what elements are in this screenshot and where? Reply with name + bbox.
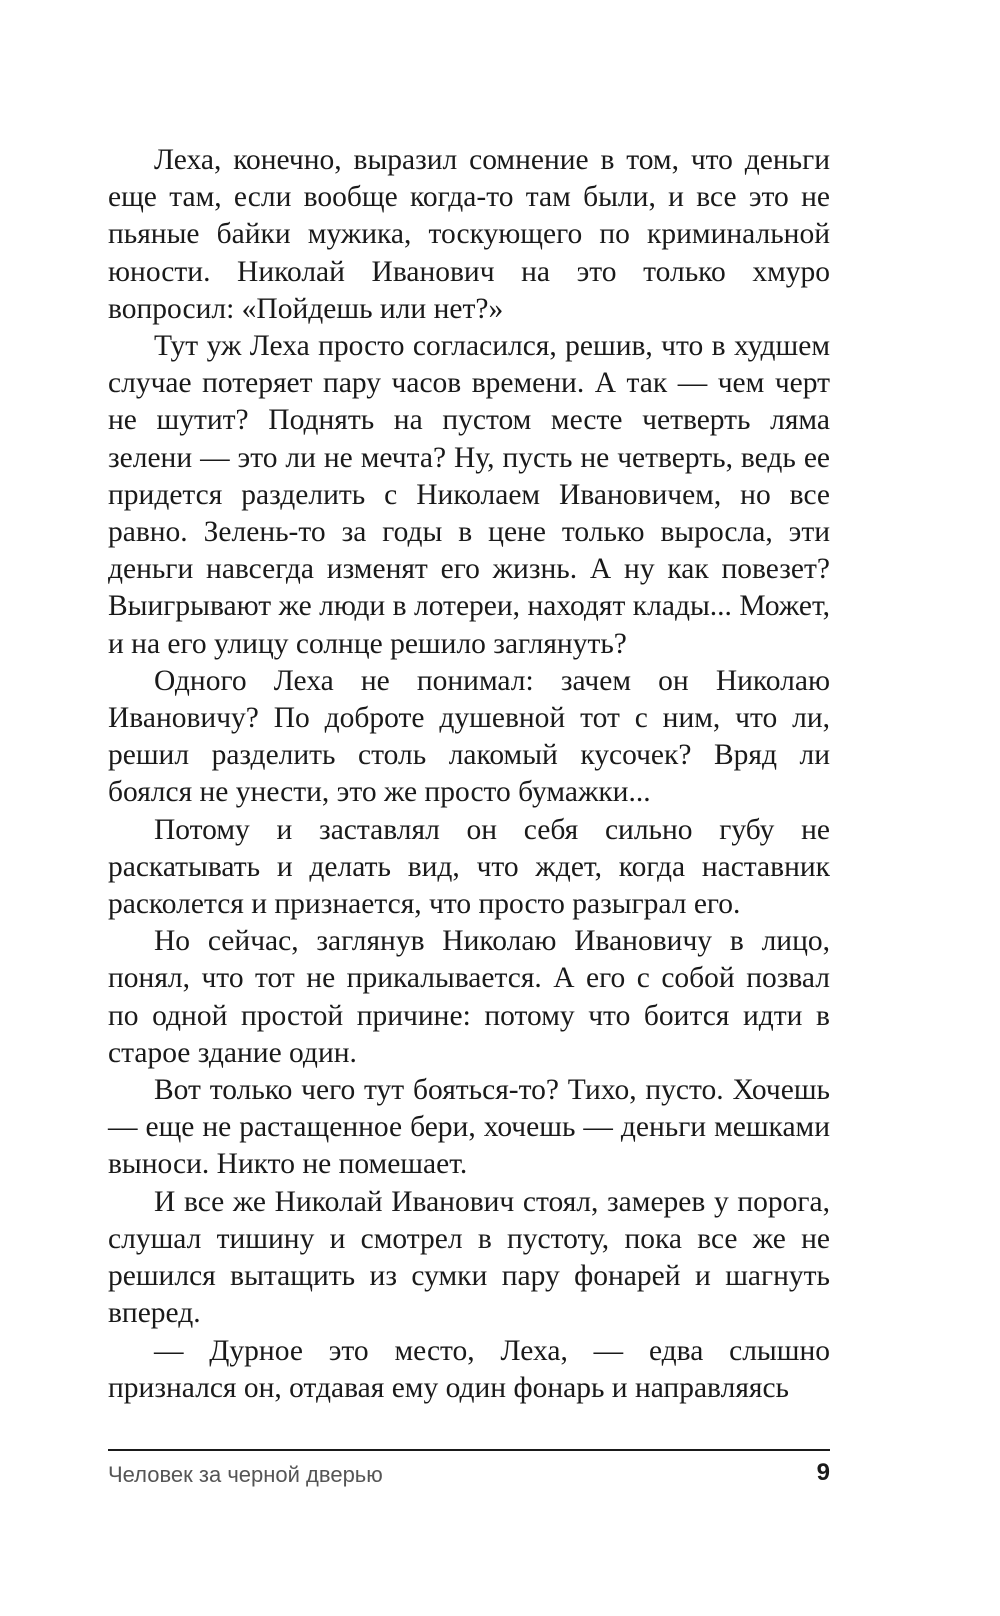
body-text: [108, 142, 830, 1407]
paragraph-4: Потому и заставлял он себя сильно губу не раскатывать и делать вид, что ждет, когда наставник расколется и признается, что просто разыграл его.: [108, 813, 830, 921]
paragraph-8: — Дурное это место, Леха, — едва слышно признался он, отдавая ему один фонарь и направляясь: [108, 1334, 830, 1404]
running-footer-title: Человек за черной дверью: [108, 1462, 383, 1487]
page-number: 9: [816, 1459, 830, 1486]
paragraph-3: Одного Леха не понимал: зачем он Николаю Ивановичу? По доброте душевной тот с ним, что ли, решил разделить столь лакомый кусочек? Вряд ли боялся не унести, это же просто бумажки...: [108, 664, 830, 809]
paragraph-1: Леха, конечно, выразил сомнение в том, что деньги еще там, если вообще когда-то там были, и все это не пьяные байки мужика, тоскующего по криминальной юности. Николай Иванович на это только хмуро вопросил: «Пойдешь или нет?»: [108, 144, 830, 325]
paragraph-2: Тут уж Леха просто согласился, решив, что в худшем случае потеряет пару часов времени. А так — чем черт не шутит? Поднять на пустом месте четверть ляма зелени — это ли не мечта? Ну, пусть не четверть, ведь ее придется разделить с Николаем Ивановичем, но все равно. Зелень-то за годы в цене только выросла, эти деньги навсегда изменят его жизнь. А ну как повезет? Выигрывают же люди в лотереи, находят клады... Может, и на его улицу солнце решило заглянуть?: [108, 330, 830, 660]
paragraph-6: Вот только чего тут бояться-то? Тихо, пусто. Хочешь — еще не растащенное бери, хочешь — деньги мешками выноси. Никто не помешает.: [108, 1074, 830, 1181]
paragraph-7: И все же Николай Иванович стоял, замерев у порога, слушал тишину и смотрел в пустоту, пока все же не решился вытащить из сумки пару фонарей и шагнуть вперед.: [108, 1185, 830, 1330]
footer-divider: [108, 1449, 830, 1451]
paragraph-5: Но сейчас, заглянув Николаю Ивановичу в лицо, понял, что тот не прикалывается. А его с собой позвал по одной простой причине: потому что боится идти в старое здание один.: [108, 925, 830, 1069]
